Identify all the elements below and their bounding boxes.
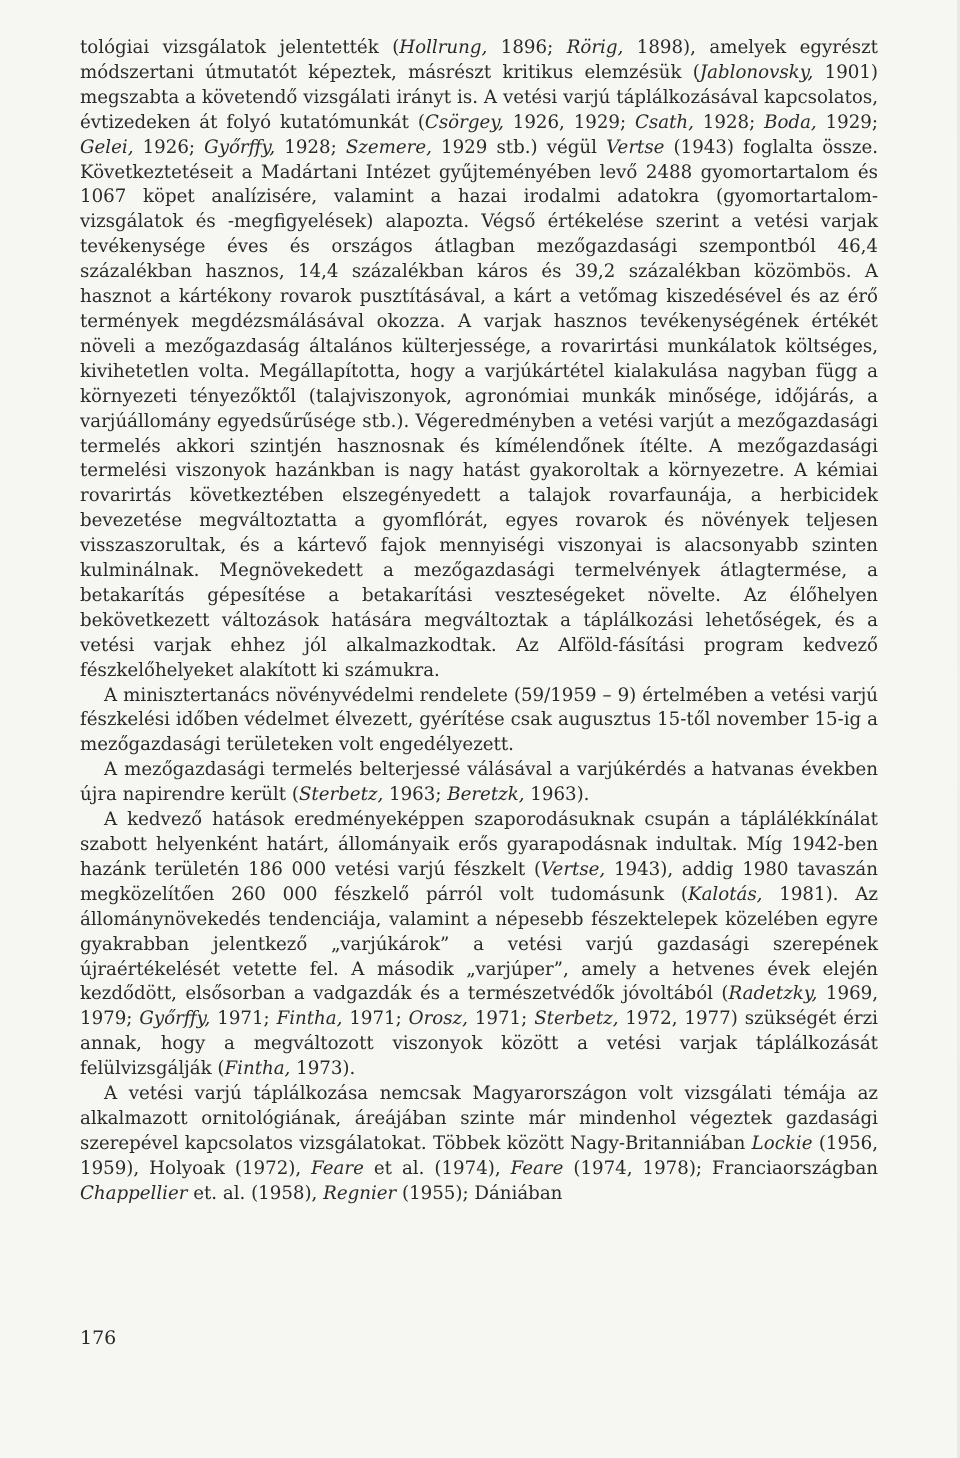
text-run: 1928; [693, 111, 765, 133]
cited-author: Győrffy, [139, 1008, 211, 1030]
text-run: A kedvező hatások eredményeképpen szaporodásuknak csupán a táplálékkínálat szabott helyenként határt, állományaik erős gyarapodásnak indultak. Míg 1942-ben hazánk területén 186 000 vetési varjú fészkelt ( [80, 809, 878, 880]
text-run: 1963). [524, 784, 590, 806]
text-run: A mezőgazdasági termelés belterjessé válásával a varjúkérdés a hatvanas években újra napirendre került ( [80, 759, 878, 806]
text-run: 1981). Az állománynövekedés tendenciája, valamint a népesebb fészektelepek közelében egyre gyakrabban jelentkező „varjúkárok” a vetési varjú gazdasági szerepének újraértékelését vetette fel. A második „varjúper”, amely a hetvenes évek elején kezdődött, elsősorban a vadgazdák és a természetvédők jóvoltából ( [80, 883, 878, 1005]
text-run: et. al. (1958), [187, 1182, 324, 1204]
text-run: A vetési varjú táplálkozása nemcsak Magyarországon volt vizsgálati témája az alkalmazott ornitológiának, áreájában szinte már mindenhol végeztek gazdasági szerepével kapcsolatos vizsgálatokat. Többek között Nagy-Britanniában [80, 1083, 878, 1154]
text-run: 1928; [275, 136, 346, 158]
text-run: 1973). [290, 1058, 356, 1080]
text-run: et al. (1974), [363, 1157, 511, 1179]
cited-author: Győrffy, [204, 136, 276, 158]
cited-author: Lockie [751, 1132, 813, 1154]
cited-author: Hollrung, [399, 37, 488, 58]
text-run: 1971; [210, 1008, 277, 1030]
cited-author: Gelei, [80, 136, 134, 158]
cited-author: Csörgey, [424, 111, 504, 133]
paragraph [80, 758, 878, 808]
text-run: 1972, 1977) szükségét érzi annak, hogy a megváltozott viszonyok között a vetési varjak táplálkozását felülvizsgálják ( [80, 1008, 878, 1080]
text-run: 1943), addig 1980 tavaszán megközelítően 260 000 fészkelő párról volt tudomásunk ( [80, 858, 878, 905]
cited-author: Fintha, [224, 1058, 291, 1080]
cited-author: Vertse [606, 136, 665, 158]
text-run: (1955); Dániában [396, 1182, 563, 1204]
page-number: 176 [80, 1327, 117, 1349]
cited-author: Regnier [323, 1182, 397, 1204]
text-run: (1974, 1978); Franciaországban [563, 1157, 879, 1179]
text-run: (1956, 1959), Holyoak (1972), [80, 1132, 878, 1179]
cited-author: Orosz, [408, 1008, 468, 1030]
paragraph [80, 684, 878, 759]
page-body [80, 36, 878, 1207]
text-run: 1901) megszabta a követendő vizsgálati irányt is. A vetési varjú táplálkozásával kapcsolatos, évtizedeken át folyó kutatómunkát ( [80, 61, 879, 133]
text-run: 1929; [816, 111, 879, 133]
text-run: 1926; [133, 136, 205, 158]
cited-author: Sterbetz, [534, 1008, 619, 1030]
cited-author: Chappellier [80, 1182, 188, 1204]
cited-author: Szemere, [345, 136, 432, 158]
text-run: 1896; [487, 37, 567, 58]
paragraph [80, 1082, 878, 1207]
paragraph [80, 808, 878, 1082]
text-run: tológiai vizsgálatok jelentették ( [80, 37, 400, 58]
text-run: 1926, 1929; [503, 111, 636, 133]
cited-author: Vertse, [541, 858, 606, 880]
text-run: 1929 stb.) végül [431, 136, 607, 158]
text-run: (1943) foglalta össze. Következtetéseit a Madártani Intézet gyűjteményében levő 2488 gyomortartalom és 1067 köpet analízisére, valamint a hazai irodalmi adatokra (gyomortartalom-vizsgálatok és -megfigyelések) alapozta. Végső értékelése szerint a vetési varjak tevékenysége éves és országos átlagban mezőgazdasági szempontból 46,4 százalékban hasznos, 14,4 százalékban káros és 39,2 százalékban közömbös. A hasznot a kártékony rovarok pusztításával, a kárt a vetőmag kiszedésével és az érő termények megdézsmálásával okozza. A varjak hasznos tevékenységének értékét növeli a mezőgazdaság általános külterjessége, a rovarirtási munkálatok költséges, kivihetetlen volta. Megállapította, hogy a varjúkártétel kialakulása nagyban függ a környezeti tényezőktől (talajviszonyok, agronómiai munkák minősége, időjárás, a varjúállomány egyedsűrűsége stb.). Végeredményben a vetési varjút a mezőgazdasági termelés akkori szintjén hasznosnak és kímélendőnek ítélte. A mezőgazdasági termelési viszonyok hazánkban is nagy hatást gyakoroltak a környezetre. A kémiai rovarirtás következtében elszegényedett a talajok rovarfaunája, a herbicidek bevezetése megváltoztatta a gyomflórát, egyes rovarok és növények teljesen visszaszorultak, és a kártevő fajok mennyiségi viszonyai is alacsonyabb szinten kulminálnak. Megnövekedett a mezőgazdasági termelvények átlagtermése, a betakarítás gépesítése a betakarítási veszteségeket növelte. Az élőhelyen bekövetkezett változások hatására megváltoztak a táplálkozási lehetőségek, és a vetési varjak ehhez jól alkalmazkodtak. Az Alföld-fásítási program kedvező fészkelőhelyeket alakított ki számukra. [80, 136, 878, 681]
paragraph [80, 36, 878, 684]
cited-author: Feare [510, 1157, 564, 1179]
text-run: A minisztertanács növényvédelmi rendelete (59/1959 – 9) értelmében a vetési varjú fészkelési időben védelmet élvezett, gyérítése csak augusztus 15-től november 15-ig a mezőgazdasági területeken volt engedélyezett. [80, 684, 878, 756]
cited-author: Rörig, [566, 37, 624, 58]
cited-author: Feare [311, 1157, 364, 1179]
cited-author: Fintha, [276, 1008, 343, 1030]
text-run: 1971; [467, 1008, 535, 1030]
text-run: 1898), amelyek egyrészt módszertani útmutatót képeztek, másrészt kritikus elemzésük ( [80, 37, 878, 83]
cited-author: Boda, [764, 111, 817, 133]
text-run: 1971; [342, 1008, 409, 1030]
text-run: 1969, 1979; [80, 983, 879, 1030]
cited-author: Csath, [635, 111, 694, 133]
text-run: 1963; [383, 784, 448, 806]
cited-author: Jablonovsky, [699, 61, 814, 83]
cited-author: Beretzk, [447, 784, 525, 806]
cited-author: Radetzky, [728, 983, 818, 1005]
cited-author: Kalotás, [688, 883, 763, 905]
cited-author: Sterbetz, [298, 784, 384, 806]
